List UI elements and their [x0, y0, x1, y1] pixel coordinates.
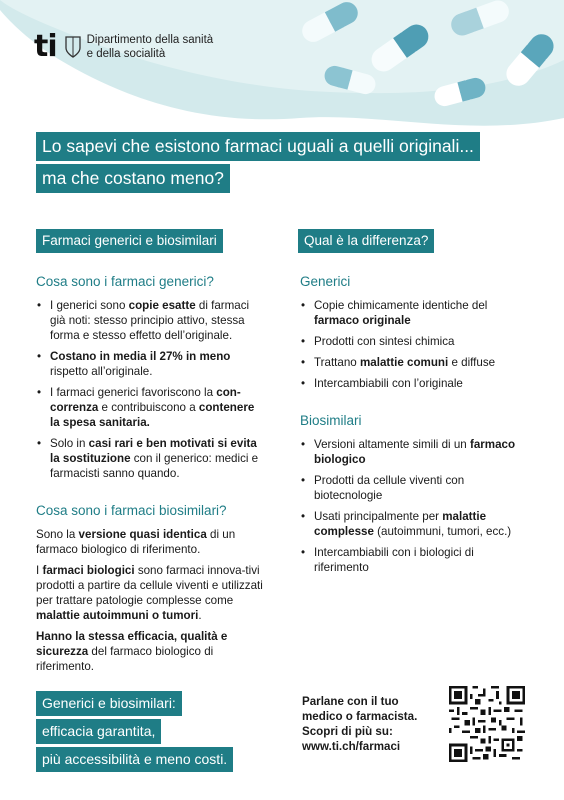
- headline-line-1: Lo sapevi che esistono farmaci uguali a quelli originali...: [36, 132, 480, 161]
- logo-ti: ti: [34, 29, 57, 64]
- list-item: • I farmaci generici favoriscono la con-correnza e contribuiscono a contenere la spesa sanitaria.: [36, 385, 266, 430]
- list-item: • Costano in media il 27% in meno rispetto all’originale.: [36, 349, 266, 379]
- list-item: • Trattano malattie comuni e diffuse: [300, 355, 528, 370]
- biosimilari-question: Cosa sono i farmaci biosimilari?: [36, 503, 227, 518]
- shield-icon: [65, 36, 81, 58]
- list-item: • Intercambiabili con l’originale: [300, 376, 528, 391]
- department-logo: [34, 29, 227, 64]
- generici-question: Cosa sono i farmaci generici?: [36, 274, 214, 289]
- headline-line-2: ma che costano meno?: [36, 164, 230, 193]
- list-item: • Solo in casi rari e ben motivati si evita la sostituzione con il generico: medici e farmacisti sanno quando.: [36, 436, 266, 481]
- footer-tagline-line-1: Generici e biosimilari:: [36, 691, 182, 716]
- left-column: [36, 274, 266, 680]
- list-item: • Prodotti con sintesi chimica: [300, 334, 528, 349]
- biosimilari-paragraph-3: Hanno la stessa efficacia, qualità e sicurezza del farmaco biologico di riferimento.: [36, 630, 228, 673]
- generici-bullet-list: [36, 298, 266, 481]
- right-column: [300, 274, 528, 581]
- biosimilari-heading: Biosimilari: [300, 413, 362, 428]
- footer-tagline: [36, 691, 233, 775]
- list-item: • Usati principalmente per malattie complesse (autoimmuni, tumori, ecc.): [300, 509, 528, 539]
- capsules-illustration: [290, 0, 564, 110]
- section-tag-left: Farmaci generici e biosimilari: [36, 229, 223, 253]
- department-name: Dipartimento della sanità e della socialità: [86, 34, 214, 60]
- list-item: • Prodotti da cellule viventi con biotecnologie: [300, 473, 528, 503]
- differenza-generici-list: [300, 298, 528, 391]
- footer-tagline-line-2: efficacia garantita,: [36, 719, 161, 744]
- list-item: • Copie chimicamente identiche del farmaco originale: [300, 298, 528, 328]
- headline: [36, 132, 480, 196]
- contact-info: Parlane con il tuo medico o farmacista. Scopri di più su: www.ti.ch/farmaci: [302, 695, 418, 753]
- biosimilari-paragraph-2: I farmaci biologici sono farmaci innova-tivi prodotti a partire da cellule viventi e utilizzati per trattare patologie complesse come malattie autoimmuni o tumori.: [36, 564, 263, 622]
- list-item: • I generici sono copie esatte di farmaci già noti: stesso principio attivo, stessa forma e stesso effetto dell’originale.: [36, 298, 266, 343]
- biosimilari-paragraph-1: Sono la versione quasi identica di un farmaco biologico di riferimento.: [36, 528, 236, 556]
- list-item: • Intercambiabili con i biologici di riferimento: [300, 545, 528, 575]
- section-tag-right: Qual è la differenza?: [298, 229, 434, 253]
- qr-code[interactable]: [449, 686, 525, 762]
- list-item: • Versioni altamente simili di un farmaco biologico: [300, 437, 528, 467]
- footer-tagline-line-3: più accessibilità e meno costi.: [36, 747, 233, 772]
- generici-heading: Generici: [300, 274, 351, 289]
- website-link[interactable]: www.ti.ch/farmaci: [302, 740, 401, 753]
- differenza-biosimilari-list: [300, 437, 528, 575]
